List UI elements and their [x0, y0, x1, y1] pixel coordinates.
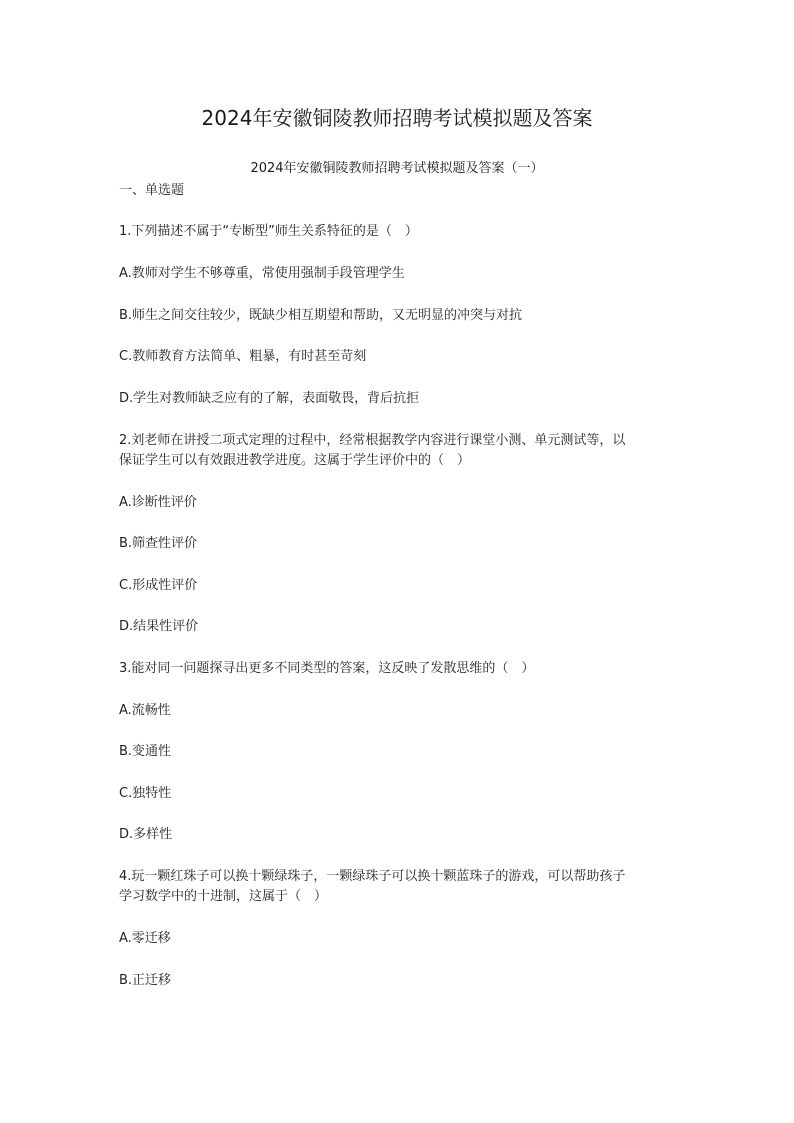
question-2-option-d: D.结果性评价	[119, 619, 199, 634]
question-3-option-a: A.流畅性	[119, 703, 171, 718]
section-heading: 一、单选题	[119, 183, 185, 198]
question-3-option-d: D.多样性	[119, 827, 173, 842]
question-2-option-b: B.筛查性评价	[119, 536, 198, 551]
question-1-option-c: C.教师教育方法简单、粗暴，有时甚至苛刻	[119, 349, 367, 364]
question-3-option-b: B.变通性	[119, 744, 172, 759]
question-2-stem-line-1: 2.刘老师在讲授二项式定理的过程中，经常根据教学内容进行课堂小测、单元测试等，以	[119, 433, 626, 448]
question-1-option-b: B.师生之间交往较少，既缺少相互期望和帮助，又无明显的冲突与对抗	[119, 308, 523, 323]
question-2-stem-line-2: 保证学生可以有效跟进教学进度。这属于学生评价中的（ ）	[119, 453, 471, 468]
question-4-stem-line-2: 学习数学中的十进制，这属于（ ）	[119, 889, 328, 904]
question-2-option-c: C.形成性评价	[119, 578, 198, 593]
question-1-stem: 1.下列描述不属于“专断型”师生关系特征的是（ ）	[119, 224, 418, 239]
question-3-stem: 3.能对同一问题探寻出更多不同类型的答案，这反映了发散思维的（ ）	[119, 661, 535, 676]
document-title: 2024年安徽铜陵教师招聘考试模拟题及答案	[201, 106, 593, 130]
question-4-option-b: B.正迁移	[119, 973, 172, 988]
question-2-option-a: A.诊断性评价	[119, 495, 197, 510]
question-1-option-a: A.教师对学生不够尊重，常使用强制手段管理学生	[119, 266, 405, 281]
question-1-option-d: D.学生对教师缺乏应有的了解，表面敬畏，背后抗拒	[119, 391, 420, 406]
question-3-option-c: C.独特性	[119, 786, 172, 801]
document-subtitle: 2024年安徽铜陵教师招聘考试模拟题及答案（一）	[250, 161, 544, 176]
question-4-stem-line-1: 4.玩一颗红珠子可以换十颗绿珠子，一颗绿珠子可以换十颗蓝珠子的游戏，可以帮助孩子	[119, 869, 626, 884]
question-4-option-a: A.零迁移	[119, 931, 171, 946]
